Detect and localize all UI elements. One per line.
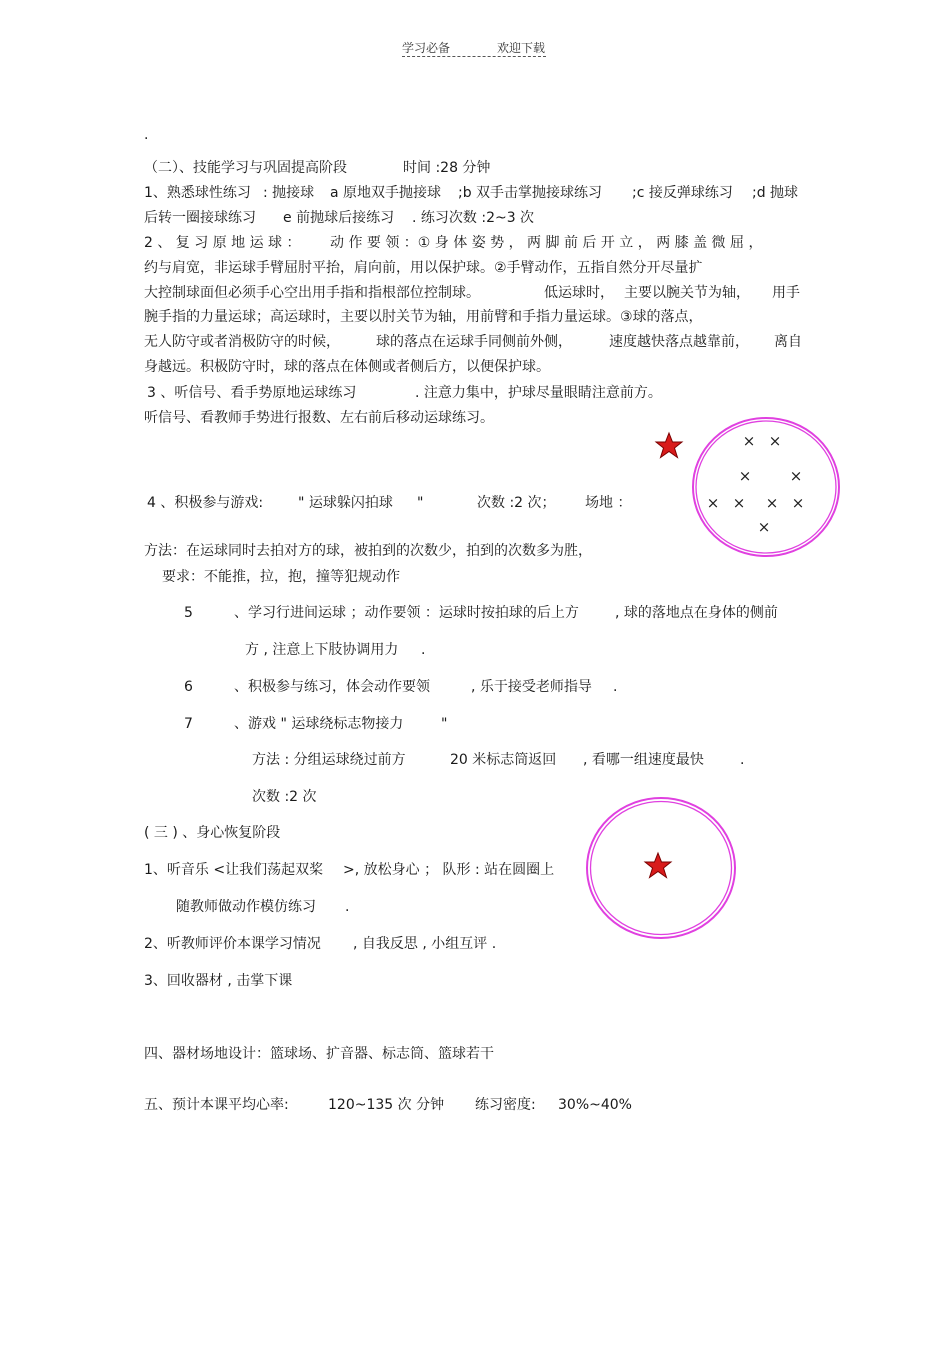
- star-icon: [656, 433, 682, 458]
- item5-a: 、学习行进间运球 ；动作要领 ：运球时按拍球的后上方: [234, 605, 579, 621]
- player-mark: ×: [789, 467, 803, 485]
- item5-c: 方 , 注意上下肢协调用力: [245, 642, 399, 658]
- item4-b: " 运球躲闪拍球: [298, 495, 393, 511]
- item2-line5-d: 离自: [774, 334, 802, 350]
- item2-line3-b: 低运球时，: [544, 285, 614, 301]
- req4: 要求：不能推，拉，抱，撞等犯规动作: [162, 569, 400, 585]
- item5-num: 5: [184, 605, 193, 621]
- item4-e: 场地 ：: [585, 495, 632, 511]
- item1-d: ;b 双手击掌抛接球练习: [458, 185, 603, 201]
- stray-dot: .: [144, 127, 149, 143]
- method7-a: 方法 : 分组运球绕过前方: [252, 752, 406, 768]
- item1-f: ;d 抛球: [752, 185, 799, 201]
- item4-c: ": [417, 495, 424, 511]
- item2-line4: 腕手指的力量运球；高运球时，主要以肘关节为轴，用前臂和手指力量运球。③球的落点，: [144, 309, 703, 325]
- game-field-diagram: [652, 410, 847, 562]
- section4: 四、器材场地设计：篮球场、扩音器、标志筒、篮球若干: [144, 1046, 494, 1062]
- item1-c: a 原地双手抛接球: [330, 185, 442, 201]
- item7-a: 、游戏 " 运球绕标志物接力: [234, 716, 404, 732]
- header-underline: [402, 56, 546, 57]
- player-mark: ×: [791, 494, 805, 512]
- relax-formation-diagram: [582, 792, 742, 946]
- count7: 次数 :2 次: [252, 789, 317, 805]
- player-mark: ×: [765, 494, 779, 512]
- s3item3: 3、回收器材 , 击掌下课: [144, 973, 293, 989]
- item7-num: 7: [184, 716, 193, 732]
- s3item1b-a: 随教师做动作模仿练习: [176, 899, 316, 915]
- section5-c: 练习密度:: [475, 1097, 536, 1113]
- section5-a: 五、预计本课平均心率:: [144, 1097, 289, 1113]
- stage2-time: 时间 :28 分钟: [403, 160, 491, 176]
- s3item2-a: 2、听教师评价本课学习情况: [144, 936, 321, 952]
- item2-line1-b: 动 作 要 领 ：① 身 体 姿 势 ， 两 脚 前 后 开 立 ， 两 膝 盖 微 屈 ，: [330, 235, 763, 251]
- s3item2-b: , 自我反思 , 小组互评 .: [353, 936, 497, 952]
- s3item1-a: 1、听音乐 <让我们荡起双桨: [144, 862, 324, 878]
- item4-d: 次数 :2 次；: [477, 495, 556, 511]
- method7-d: .: [740, 752, 745, 768]
- section5-d: 30%~40%: [558, 1097, 632, 1113]
- item2-line5-b: 球的落点在运球手同侧前外侧，: [376, 334, 572, 350]
- stage2-title: （二）、技能学习与巩固提高阶段: [144, 160, 347, 176]
- item3-b: . 注意力集中，护球尽量眼睛注意前方。: [415, 385, 662, 401]
- stage3-title: ( 三 ) 、身心恢复阶段: [144, 825, 281, 841]
- item2-line1-a: 2 、 复 习 原 地 运 球 ：: [144, 235, 301, 251]
- item2-line5-c: 速度越快落点越靠前，: [609, 334, 749, 350]
- section5-b: 120~135 次 分钟: [328, 1097, 445, 1113]
- method4: 方法：在运球同时去拍对方的球，被拍到的次数少，拍到的次数多为胜，: [144, 543, 592, 559]
- item7-b: ": [441, 716, 448, 732]
- item1-e: ;c 接反弹球练习: [632, 185, 733, 201]
- item1-h: e 前抛球后接练习: [283, 210, 395, 226]
- method7-c: , 看哪一组速度最快: [583, 752, 704, 768]
- item2-line3-c: 主要以腕关节为轴，: [624, 285, 750, 301]
- item6-a: 、积极参与练习，体会动作要领: [234, 679, 430, 695]
- item6-num: 6: [184, 679, 193, 695]
- item1-b: : 抛接球: [263, 185, 315, 201]
- item4-a: 4 、积极参与游戏:: [147, 495, 264, 511]
- header-left: 学习必备: [402, 41, 451, 55]
- item6-b: , 乐于接受老师指导: [471, 679, 592, 695]
- item2-line3-a: 大控制球面但必须手心空出用手指和指根部位控制球。: [144, 285, 480, 301]
- player-mark: ×: [768, 432, 782, 450]
- s3item1b-b: .: [345, 899, 350, 915]
- player-mark: ×: [706, 494, 720, 512]
- item3-c: 听信号、看教师手势进行报数、左右前后移动运球练习。: [144, 410, 494, 426]
- header-right: 欢迎下载: [497, 41, 546, 55]
- item5-b: , 球的落地点在身体的侧前: [615, 605, 778, 621]
- item2-line5-a: 无人防守或者消极防守的时候，: [144, 334, 340, 350]
- item2-line3-d: 用手: [772, 285, 800, 301]
- method7-b: 20 米标志筒返回: [450, 752, 557, 768]
- player-mark: ×: [742, 432, 756, 450]
- item1-g: 后转一圈接球练习: [144, 210, 256, 226]
- star-icon: [645, 853, 671, 878]
- item2-line6: 身越远。积极防守时，球的落点在体侧或者侧后方，以便保护球。: [144, 359, 550, 375]
- s3item1-b: >, 放松身心 ； 队形 : 站在圆圈上: [343, 862, 555, 878]
- player-mark: ×: [738, 467, 752, 485]
- player-mark: ×: [757, 518, 771, 536]
- item3-a: 3 、听信号、看手势原地运球练习: [147, 385, 357, 401]
- item2-line2: 约与肩宽，非运球手臂屈肘平抬，肩向前，用以保护球。②手臂动作，五指自然分开尽量扩: [144, 260, 703, 276]
- item6-c: .: [613, 679, 618, 695]
- player-mark: ×: [732, 494, 746, 512]
- item1-a: 1、熟悉球性练习: [144, 185, 251, 201]
- item5-d: .: [421, 642, 426, 658]
- item1-i: . 练习次数 :2~3 次: [412, 210, 535, 226]
